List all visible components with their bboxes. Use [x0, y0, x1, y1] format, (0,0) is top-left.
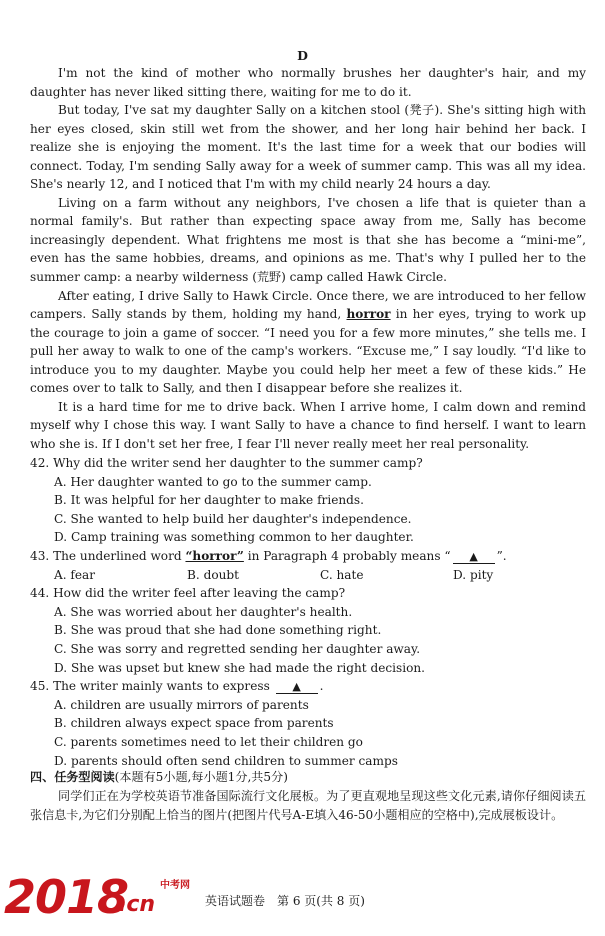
question-stem: 42. Why did the writer send her daughter to the summer camp?	[30, 456, 423, 470]
task-instructions: 同学们正在为学校英语节准备国际流行文化展板。为了更直观地呈现这些文化元素,请你仔细阅读五张信息卡,为它们分别配上恰当的图片(把图片代号A-E填入46-50小题相应的空格中),完成展板设计。	[30, 789, 586, 822]
task-title-note: (本题有5小题,每小题1分,共5分)	[114, 770, 288, 784]
paragraph-4-after: in her eyes, trying to work up the courage to join a game of soccer. “I need you for a few more minutes,” she tells me. I pull her away to walk to one of the camp's workers. “Excuse me,” I say loudly. “I'd like to introduce you to my daughter. Maybe you could help her meet a few of these kids.” He comes over to talk to Sally, and then I disappear before she realizes it.	[30, 307, 586, 396]
option-c[interactable]: C. hate	[320, 567, 364, 582]
option-a[interactable]: A. children are usually mirrors of parents	[54, 697, 309, 712]
stem-text: 45. The writer mainly wants to express	[30, 679, 270, 694]
paragraph-1: I'm not the kind of mother who normally brushes her daughter's hair, and my daughter has never liked sitting there, waiting for me to do it.	[30, 66, 586, 99]
options-row	[30, 566, 586, 585]
option-a[interactable]: A. Her daughter wanted to go to the summer camp.	[54, 474, 372, 489]
paragraph-4	[30, 287, 586, 398]
option-a[interactable]: A. She was worried about her daughter's health.	[54, 604, 353, 619]
option-a[interactable]: A. fear	[54, 567, 96, 582]
paragraph-4-before: After eating, I drive Sally to Hawk Circle. Once there, we are introduced to her fellow campers. Sally stands by them, holding my hand,	[30, 288, 586, 322]
page-number: 英语试题卷 第 6 页(共 8 页)	[205, 894, 365, 908]
site-logo: 2018	[4, 870, 129, 924]
site-logo-suffix: .cn	[118, 892, 156, 917]
question-45	[30, 677, 586, 770]
site-logo-badge: 中考网	[160, 880, 190, 891]
option-d[interactable]: D. Camp training was something common to her daughter.	[54, 530, 414, 545]
paragraph-2: But today, I've sat my daughter Sally on a kitchen stool (凳子). She's sitting high with her eyes closed, skin still wet from the shower, and her long hair behind her back. I realize she is enjoying the moment. It's the last time for a week that our bodies will connect. Today, I'm sending Sally away for a week of summer camp. This was all my idea. She's nearly 12, and I noticed that I'm with my child nearly 24 hours a day.	[30, 103, 586, 192]
answer-blank[interactable]: ▲	[453, 551, 495, 564]
page-footer	[0, 872, 605, 922]
stem-end: ”.	[496, 548, 507, 563]
questions-block	[30, 454, 586, 770]
underlined-word: horror	[346, 307, 391, 322]
question-stem	[30, 547, 586, 566]
question-44	[30, 584, 586, 677]
stem-prefix: 43. The underlined word	[30, 548, 186, 563]
question-43	[30, 547, 586, 584]
option-d[interactable]: D. pity	[453, 567, 494, 582]
option-c[interactable]: C. parents sometimes need to let their children go	[54, 734, 363, 749]
option-b[interactable]: B. doubt	[187, 567, 239, 582]
option-c[interactable]: C. She was sorry and regretted sending her daughter away.	[54, 641, 421, 656]
option-d[interactable]: D. She was upset but knew she had made the right decision.	[54, 660, 426, 675]
option-b[interactable]: B. She was proud that she had done something right.	[54, 623, 382, 638]
section-letter: D	[297, 48, 308, 63]
task-heading	[30, 768, 586, 787]
paragraph-5: It is a hard time for me to drive back. When I arrive home, I calm down and remind myself why I chose this way. I want Sally to have a chance to find herself. I want to learn who she is. If I don't set her free, I fear I'll never really meet her real personality.	[30, 399, 586, 451]
option-b[interactable]: B. children always expect space from parents	[54, 716, 334, 731]
question-42	[30, 454, 586, 547]
paragraph-3: Living on a farm without any neighbors, I've chosen a life that is quieter than a normal family's. But rather than expecting space away from me, Sally has become increasingly dependent. What frightens me most is that she has become a “mini-me”, even has the same hobbies, dreams, and opinions as me. That's why I pulled her to the summer camp: a nearby wilderness (荒野) camp called Hawk Circle.	[30, 195, 586, 285]
underlined-word: “horror”	[185, 548, 244, 563]
stem-suffix: in Paragraph 4 probably means “	[243, 548, 451, 563]
option-b[interactable]: B. It was helpful for her daughter to make friends.	[54, 493, 364, 508]
task-title: 四、任务型阅读	[30, 770, 115, 784]
reading-passage	[30, 64, 586, 453]
question-stem	[30, 677, 586, 696]
answer-blank[interactable]: ▲	[276, 681, 318, 694]
option-c[interactable]: C. She wanted to help build her daughter's independence.	[54, 511, 412, 526]
question-stem: 44. How did the writer feel after leaving the camp?	[30, 586, 346, 601]
task-reading-section	[30, 768, 586, 825]
stem-end: .	[319, 679, 324, 694]
option-d[interactable]: D. parents should often send children to summer camps	[54, 753, 398, 768]
